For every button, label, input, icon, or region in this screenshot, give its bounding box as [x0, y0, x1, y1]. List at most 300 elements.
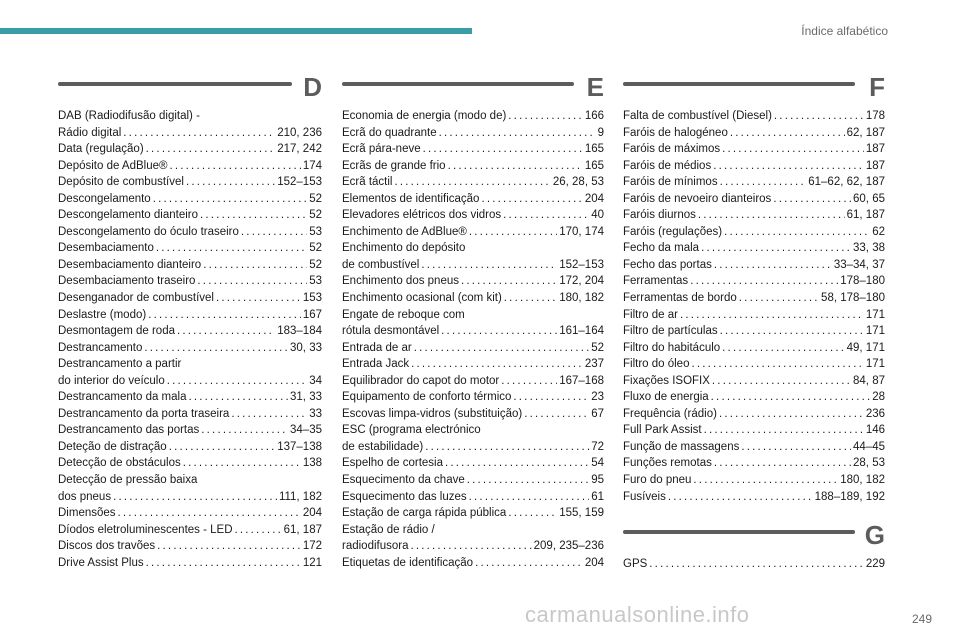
index-entry-label: Deteção de distração	[58, 440, 167, 453]
index-entry-line: DAB (Radiodifusão digital) -	[58, 110, 200, 122]
index-entry-label: Drive Assist Plus	[58, 556, 144, 569]
index-entry-line: ESC (programa electrónico	[342, 424, 481, 437]
index-entry-row	[342, 224, 604, 241]
index-entry-label: Enchimento ocasional (com kit)	[342, 292, 502, 305]
index-entry	[342, 290, 604, 307]
dot-leader	[469, 224, 557, 241]
index-entry-pages: 138	[302, 457, 322, 470]
dot-leader	[690, 273, 838, 290]
index-entry-label: Equipamento de conforto térmico	[342, 391, 512, 404]
index-entry-label: Entrada de ar	[342, 341, 412, 354]
section-divider	[623, 530, 855, 534]
index-column-f	[623, 72, 885, 505]
index-entry-label: Frequência (rádio)	[623, 407, 717, 420]
index-entry-row	[623, 356, 885, 373]
dot-leader	[680, 307, 864, 324]
index-entry-pages: 61–62, 62, 187	[808, 176, 885, 189]
index-entry	[623, 556, 885, 573]
index-entry-label: Depósito de combustível	[58, 176, 184, 189]
dot-leader	[118, 505, 301, 522]
index-entry	[58, 472, 322, 505]
index-entry	[342, 555, 604, 572]
index-entry-pages: 40	[591, 209, 604, 222]
index-list	[58, 108, 322, 571]
index-entry-pages: 204	[584, 192, 604, 205]
index-entry-label: Desembaciamento traseiro	[58, 275, 196, 288]
index-entry-pages: 34–35	[290, 424, 322, 437]
index-entry	[58, 538, 322, 555]
index-entry	[58, 224, 322, 241]
index-entry-label: Destrancamento da porta traseira	[58, 407, 230, 420]
index-entry	[342, 307, 604, 340]
index-entry-pages: 72	[591, 440, 604, 453]
index-entry	[623, 108, 885, 125]
index-entry	[342, 224, 604, 241]
index-entry-label: Ferramentas	[623, 275, 689, 288]
index-entry	[342, 373, 604, 390]
index-entry-row	[58, 207, 322, 224]
index-entry-label: Destrancamento	[58, 341, 143, 354]
index-entry-line: Destrancamento a partir	[58, 358, 182, 371]
index-entry	[58, 108, 322, 141]
index-entry-row	[58, 422, 322, 439]
watermark-text: carmanualsonline.info	[525, 602, 750, 627]
dot-leader	[714, 455, 851, 472]
dot-leader	[167, 373, 307, 390]
index-entry-label: Full Park Assist	[623, 424, 702, 437]
dot-leader	[411, 356, 583, 373]
index-entry-row	[342, 125, 604, 142]
index-entry-row	[58, 538, 322, 555]
index-entry-row	[58, 240, 322, 257]
dot-leader	[508, 108, 583, 125]
dot-leader	[774, 108, 864, 125]
index-entry-pages: 146	[865, 424, 885, 437]
index-entry-pages: 237	[584, 358, 604, 371]
index-entry-row	[623, 273, 885, 290]
index-entry-pages: 166	[584, 110, 604, 122]
index-entry-row	[623, 489, 885, 506]
index-column-d	[58, 72, 322, 571]
dot-leader	[441, 323, 557, 340]
index-entry-row	[58, 290, 322, 307]
index-entry-pages: 52	[309, 209, 322, 222]
index-entry-pages: 52	[309, 192, 322, 205]
index-entry-row	[58, 273, 322, 290]
index-entry-pages: 44–45	[853, 440, 885, 453]
index-entry-pages: 62	[872, 225, 885, 238]
dot-leader	[414, 340, 590, 357]
index-entry-row	[342, 290, 604, 307]
index-entry-label: Descongelamento	[58, 192, 151, 205]
index-entry-label: Fixações ISOFIX	[623, 374, 710, 387]
index-entry-pages: 34	[309, 374, 322, 387]
index-entry-pages: 67	[591, 407, 604, 420]
dot-leader	[481, 191, 582, 208]
index-entry-label: Filtro do óleo	[623, 358, 690, 371]
index-entry-label: Data (regulação)	[58, 143, 144, 156]
index-entry	[342, 141, 604, 158]
dot-leader	[197, 273, 307, 290]
dot-leader	[739, 290, 819, 307]
dot-leader	[203, 257, 307, 274]
index-entry	[623, 356, 885, 373]
dot-leader	[701, 240, 851, 257]
dot-leader	[724, 224, 870, 241]
index-entry-row	[623, 323, 885, 340]
index-entry-label: Faróis de máximos	[623, 143, 721, 156]
index-entry	[58, 158, 322, 175]
dot-leader	[157, 538, 301, 555]
dot-leader	[469, 489, 590, 506]
index-entry	[342, 207, 604, 224]
index-entry-label: Estação de carga rápida pública	[342, 507, 507, 520]
index-entry-line: Detecção de pressão baixa	[58, 474, 198, 487]
index-entry	[623, 340, 885, 357]
index-entry-label: Depósito de AdBlue®	[58, 159, 168, 172]
index-entry	[342, 158, 604, 175]
index-entry	[58, 207, 322, 224]
index-entry-pages: 187	[865, 159, 885, 172]
dot-leader	[183, 455, 301, 472]
index-entry-pages: 229	[865, 558, 885, 570]
index-entry-row	[342, 174, 604, 191]
index-entry	[342, 240, 604, 273]
index-entry-label: Ecrã táctil	[342, 176, 393, 189]
index-entry-row	[342, 356, 604, 373]
index-entry-row	[342, 439, 604, 456]
index-entry	[623, 174, 885, 191]
index-entry-pages: 171	[865, 358, 885, 371]
index-entry	[623, 439, 885, 456]
index-entry-pages: 9	[597, 126, 604, 139]
index-entry-row	[58, 224, 322, 241]
section-letter: G	[864, 520, 885, 550]
index-entry-line: Estação de rádio /	[342, 523, 435, 536]
index-entry	[342, 472, 604, 489]
index-entry	[623, 373, 885, 390]
page-number: 249	[912, 612, 933, 626]
dot-leader	[148, 307, 301, 324]
index-entry-row	[623, 556, 885, 573]
index-entry-pages: 61, 187	[846, 209, 885, 222]
index-entry-pages: 217, 242	[277, 143, 322, 156]
index-entry-pages: 152–153	[559, 258, 604, 271]
index-entry-pages: 180, 182	[559, 292, 604, 305]
index-entry-label: Ecrã pára-neve	[342, 143, 421, 156]
dot-leader	[423, 141, 583, 158]
index-entry-row	[58, 141, 322, 158]
index-entry-pages: 167–168	[559, 374, 604, 387]
section-header-e	[342, 72, 604, 108]
index-entry-row	[623, 158, 885, 175]
index-entry	[342, 406, 604, 423]
dot-leader	[153, 191, 308, 208]
dot-leader	[722, 141, 864, 158]
index-entry-row	[58, 455, 322, 472]
index-entry-pages: 52	[591, 341, 604, 354]
index-entry-row	[342, 191, 604, 208]
dot-leader	[170, 158, 301, 175]
dot-leader	[235, 522, 282, 539]
index-entry-label: Rádio digital	[58, 126, 122, 139]
index-entry-row	[58, 340, 322, 357]
index-entry-label: Entrada Jack	[342, 358, 410, 371]
index-entry-pages: 155, 159	[559, 507, 604, 520]
index-entry-label: Falta de combustível (Diesel)	[623, 110, 772, 122]
index-entry-label: Desembaciamento	[58, 242, 154, 255]
dot-leader	[216, 290, 301, 307]
index-entry-label: Economia de energia (modo de)	[342, 110, 507, 122]
index-entry-label: Discos dos travões	[58, 540, 156, 553]
index-entry-label: Fluxo de energia	[623, 391, 709, 404]
index-entry-row	[58, 373, 322, 390]
index-entry	[342, 191, 604, 208]
index-entry-label: Deslastre (modo)	[58, 308, 147, 321]
index-entry-row	[58, 191, 322, 208]
index-entry-row	[58, 406, 322, 423]
index-entry-row	[623, 174, 885, 191]
index-entry-label: Ferramentas de bordo	[623, 292, 737, 305]
index-entry	[58, 141, 322, 158]
index-entry	[623, 323, 885, 340]
dot-leader	[201, 422, 288, 439]
dot-leader	[698, 207, 845, 224]
index-entry-row	[58, 555, 322, 572]
index-entry-row	[623, 373, 885, 390]
dot-leader	[113, 489, 277, 506]
dot-leader	[461, 273, 557, 290]
index-entry	[58, 555, 322, 572]
section-divider	[58, 82, 292, 86]
section-header-f	[623, 72, 885, 108]
index-entry-row	[58, 125, 322, 142]
index-list	[342, 108, 604, 571]
index-entry	[342, 522, 604, 555]
index-entry-pages: 28	[872, 391, 885, 404]
page-header-title: Índice alfabético	[801, 24, 888, 38]
index-entry-pages: 170, 174	[559, 225, 604, 238]
index-entry	[342, 356, 604, 373]
dot-leader	[730, 125, 845, 142]
index-entry-label: Filtro do habitáculo	[623, 341, 721, 354]
index-entry-row	[342, 555, 604, 572]
index-entry-row	[342, 108, 604, 125]
index-entry	[623, 389, 885, 406]
index-entry-pages: 171	[865, 308, 885, 321]
index-entry-row	[58, 505, 322, 522]
index-entry-row	[58, 389, 322, 406]
index-entry-pages: 28, 53	[853, 457, 885, 470]
index-entry-row	[342, 207, 604, 224]
index-entry-label: Ecrã do quadrante	[342, 126, 437, 139]
index-entry-row	[623, 472, 885, 489]
index-entry-pages: 62, 187	[846, 126, 885, 139]
section-header-d	[58, 72, 322, 108]
dot-leader	[123, 125, 275, 142]
index-entry	[623, 141, 885, 158]
index-entry-row	[342, 538, 604, 555]
index-entry-pages: 171	[865, 325, 885, 338]
index-entry-label: Espelho de cortesia	[342, 457, 444, 470]
index-column-e	[342, 72, 604, 571]
index-entry-line: Engate de reboque com	[342, 308, 465, 321]
index-entry-pages: 180, 182	[840, 474, 885, 487]
index-entry-pages: 111, 182	[278, 490, 322, 503]
index-entry-row	[623, 439, 885, 456]
index-entry	[623, 257, 885, 274]
index-entry-label: Ecrãs de grande frio	[342, 159, 446, 172]
index-entry	[623, 224, 885, 241]
index-entry-row	[342, 472, 604, 489]
index-entry-label: Funções remotas	[623, 457, 712, 470]
index-entry-pages: 54	[591, 457, 604, 470]
index-entry	[342, 340, 604, 357]
index-entry-label: Filtro de ar	[623, 308, 678, 321]
dot-leader	[722, 340, 844, 357]
index-entry-row	[623, 191, 885, 208]
dot-leader	[712, 373, 851, 390]
index-entry-label: Desmontagem de roda	[58, 325, 175, 338]
index-entry-label: dos pneus	[58, 490, 112, 503]
dot-leader	[668, 489, 813, 506]
index-entry	[58, 257, 322, 274]
dot-leader	[704, 422, 864, 439]
index-entry	[58, 307, 322, 324]
index-entry	[342, 273, 604, 290]
index-entry-pages: 31, 33	[290, 391, 322, 404]
index-entry-label: Destrancamento da mala	[58, 391, 187, 404]
index-entry-label: radiodifusora	[342, 540, 409, 553]
index-entry	[623, 422, 885, 439]
index-entry-row	[342, 489, 604, 506]
index-entry-pages: 167	[302, 308, 322, 321]
index-entry-pages: 58, 178–180	[821, 292, 885, 305]
dot-leader	[188, 389, 288, 406]
index-entry-pages: 33–34, 37	[833, 258, 885, 271]
dot-leader	[241, 224, 307, 241]
index-entry-label: Elementos de identificação	[342, 192, 480, 205]
index-entry-pages: 61	[591, 490, 604, 503]
index-entry-pages: 161–164	[559, 325, 604, 338]
index-entry-label: Esquecimento das luzes	[342, 490, 467, 503]
index-entry	[623, 455, 885, 472]
dot-leader	[146, 555, 301, 572]
dot-leader	[395, 174, 551, 191]
index-entry-row	[623, 207, 885, 224]
index-entry	[342, 422, 604, 455]
index-entry-label: Faróis diurnos	[623, 209, 696, 222]
index-entry-pages: 210, 236	[277, 126, 322, 139]
index-entry-row	[623, 307, 885, 324]
dot-leader	[508, 505, 557, 522]
index-entry-label: Descongelamento do óculo traseiro	[58, 225, 239, 238]
index-entry-label: Filtro de partículas	[623, 325, 718, 338]
index-entry-pages: 60, 65	[853, 192, 885, 205]
dot-leader	[425, 439, 589, 456]
index-entry	[58, 323, 322, 340]
index-entry-pages: 33, 38	[853, 242, 885, 255]
index-entry-label: Etiquetas de identificação	[342, 556, 474, 569]
index-entry-row	[623, 290, 885, 307]
section-header-g	[623, 520, 885, 556]
index-entry-pages: 30, 33	[290, 341, 322, 354]
dot-leader	[200, 207, 307, 224]
dot-leader	[410, 538, 531, 555]
index-entry	[342, 108, 604, 125]
index-entry-pages: 23	[591, 391, 604, 404]
index-entry-pages: 153	[302, 292, 322, 305]
section-divider	[623, 82, 855, 86]
index-entry-row	[623, 406, 885, 423]
dot-leader	[467, 472, 589, 489]
index-entry-line: Enchimento do depósito	[342, 242, 466, 255]
dot-leader	[231, 406, 307, 423]
index-entry-row	[58, 439, 322, 456]
index-entry	[58, 389, 322, 406]
index-entry-pages: 178–180	[840, 275, 885, 288]
index-entry-row	[342, 158, 604, 175]
dot-leader	[439, 125, 596, 142]
index-entry	[623, 489, 885, 506]
dot-leader	[146, 141, 276, 158]
index-entry-pages: 204	[302, 507, 322, 520]
index-entry-pages: 204	[584, 556, 604, 569]
index-entry-row	[623, 257, 885, 274]
dot-leader	[475, 555, 583, 572]
dot-leader	[719, 406, 864, 423]
dot-leader	[691, 356, 863, 373]
index-entry-pages: 53	[309, 275, 322, 288]
dot-leader	[741, 439, 851, 456]
index-entry-label: de estabilidade)	[342, 440, 424, 453]
index-entry-row	[623, 389, 885, 406]
index-entry-pages: 172, 204	[559, 275, 604, 288]
index-entry-pages: 174	[302, 159, 322, 172]
section-letter: E	[586, 72, 604, 102]
index-entry-row	[342, 505, 604, 522]
index-entry-row	[623, 141, 885, 158]
index-entry	[58, 174, 322, 191]
index-entry	[342, 174, 604, 191]
index-entry	[342, 489, 604, 506]
index-list	[623, 108, 885, 505]
index-entry	[58, 356, 322, 389]
index-entry	[58, 439, 322, 456]
index-entry-row	[58, 158, 322, 175]
index-entry	[58, 455, 322, 472]
dot-leader	[524, 406, 589, 423]
index-entry-pages: 183–184	[277, 325, 322, 338]
index-entry	[58, 505, 322, 522]
index-entry-label: Faróis de mínimos	[623, 176, 718, 189]
index-entry	[623, 158, 885, 175]
index-entry-pages: 165	[584, 143, 604, 156]
section-letter: F	[869, 72, 885, 102]
index-entry	[342, 505, 604, 522]
index-entry	[58, 273, 322, 290]
index-entry-pages: 152–153	[277, 176, 322, 189]
index-entry	[342, 455, 604, 472]
index-entry	[342, 389, 604, 406]
index-entry-pages: 49, 171	[846, 341, 885, 354]
dot-leader	[714, 257, 832, 274]
section-letter: D	[303, 72, 322, 102]
index-entry	[623, 472, 885, 489]
index-entry	[58, 191, 322, 208]
dot-leader	[445, 455, 589, 472]
index-entry-pages: 236	[865, 407, 885, 420]
